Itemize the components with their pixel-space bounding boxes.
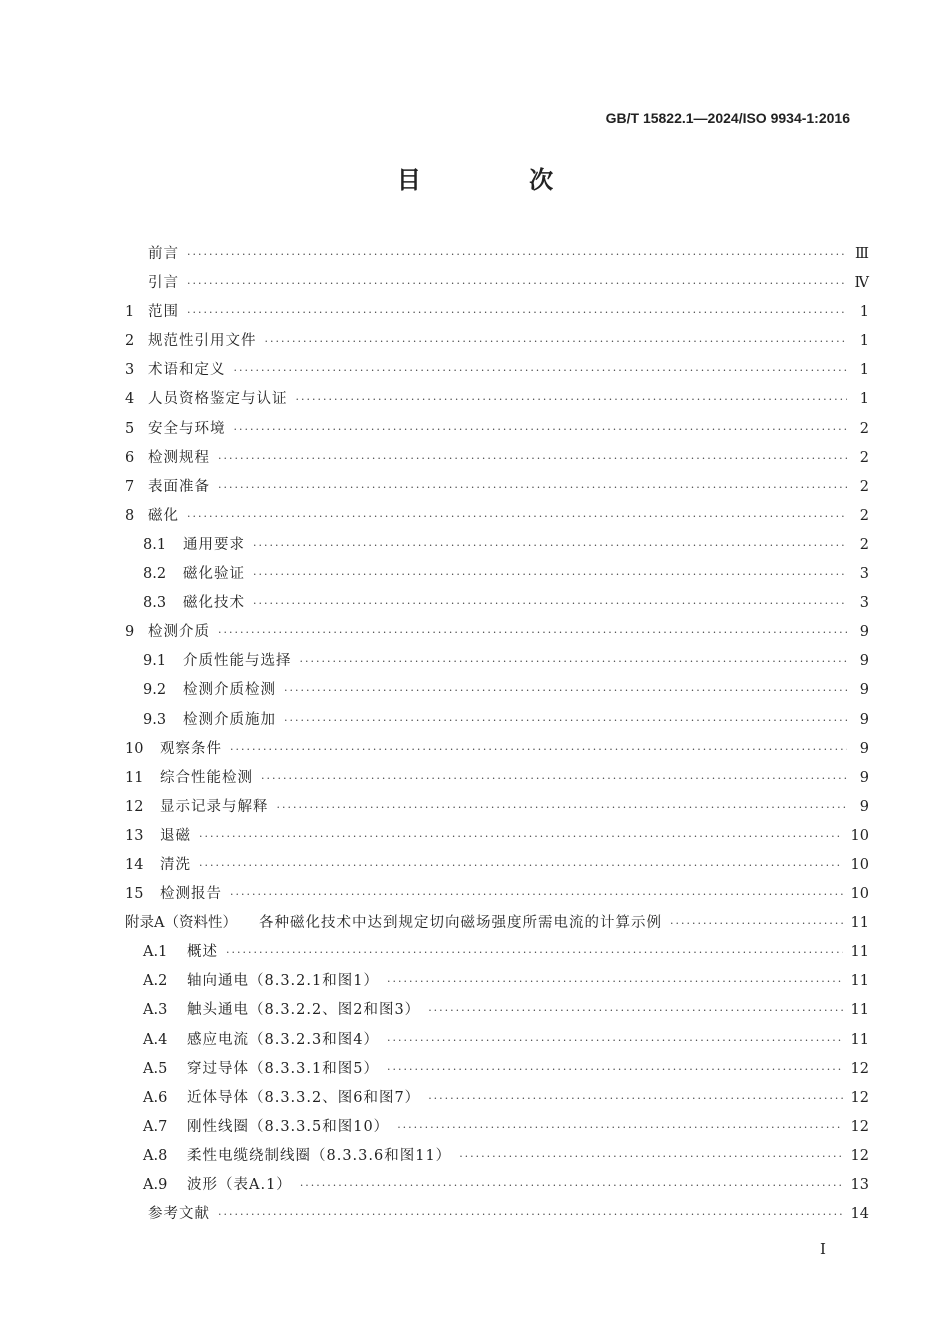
toc-entry-label: 范围 (148, 304, 179, 321)
toc-entry[interactable] (125, 822, 869, 851)
toc-entry-page: 11 (850, 915, 869, 932)
toc-entry-label: 前言 (148, 246, 179, 262)
toc-entry-label: 规范性引用文件 (148, 333, 257, 350)
toc-entry-page: 2 (859, 536, 869, 553)
document-id: GB/T 15822.1—2024/ISO 9934-1:2016 (605, 110, 850, 126)
toc-entry-label: 各种磁化技术中达到规定切向磁场强度所需电流的计算示例 (258, 915, 662, 932)
toc-entry[interactable] (125, 298, 869, 327)
toc-entry-label: 术语和定义 (148, 362, 226, 379)
toc-entry-label: 穿过导体（8.3.3.1和图5） (187, 1060, 379, 1077)
toc-entry-page: 2 (859, 507, 869, 524)
toc-entry-number: 11 (125, 769, 144, 786)
toc-entry[interactable] (125, 385, 869, 414)
toc-entry-label: 检测报告 (160, 886, 222, 903)
toc-entry[interactable] (125, 560, 869, 589)
page-number: I (820, 1240, 826, 1258)
toc-entry[interactable] (125, 996, 869, 1025)
toc-entry-label: 检测介质施加 (183, 711, 276, 728)
dot-leader (218, 444, 847, 473)
toc-entry-label: 轴向通电（8.3.2.1和图1） (187, 973, 379, 990)
toc-entry-label: 触头通电（8.3.2.2、图2和图3） (187, 1002, 421, 1019)
dot-leader (277, 793, 848, 822)
dot-leader (226, 938, 843, 967)
toc-entry-number: 14 (125, 856, 144, 873)
toc-entry[interactable] (125, 938, 869, 967)
toc-entry-number: 9.3 (143, 711, 167, 728)
toc-entry-page: 9 (859, 653, 869, 670)
toc-entry-number: 5 (125, 420, 135, 437)
dot-leader (253, 531, 847, 560)
toc-entry-number: 9.2 (143, 682, 167, 699)
dot-leader (187, 240, 847, 269)
toc-entry[interactable] (125, 618, 869, 647)
toc-entry-label: 清洗 (160, 856, 191, 873)
dot-leader (187, 502, 847, 531)
toc-entry-page: 1 (859, 362, 869, 379)
dot-leader (300, 647, 848, 676)
toc-entry-number: 12 (125, 798, 144, 815)
toc-entry-number: 6 (125, 449, 135, 466)
toc-entry[interactable] (125, 589, 869, 618)
toc-entry-page: 11 (850, 1002, 869, 1019)
dot-leader (387, 1026, 843, 1055)
toc-entry-number: 8 (125, 507, 135, 524)
toc-entry-page: 11 (850, 973, 869, 990)
dot-leader (428, 1084, 842, 1113)
dot-leader (300, 1171, 843, 1200)
toc-entry[interactable] (125, 909, 869, 938)
dot-leader (199, 822, 843, 851)
toc-entry[interactable] (125, 967, 869, 996)
toc-entry-label: 磁化验证 (183, 566, 245, 583)
toc-entry-number: 7 (125, 478, 135, 495)
toc-entry[interactable] (125, 793, 869, 822)
dot-leader (199, 851, 843, 880)
toc-entry-number: A.3 (143, 1002, 168, 1019)
toc-entry[interactable] (125, 415, 869, 444)
toc-entry-number: 15 (125, 886, 144, 903)
dot-leader (261, 764, 847, 793)
dot-leader (265, 327, 848, 356)
dot-leader (218, 1200, 843, 1229)
toc-entry-page: 10 (850, 856, 869, 873)
dot-leader (296, 385, 848, 414)
toc-entry-label: 柔性电缆绕制线圈（8.3.3.6和图11） (187, 1147, 452, 1164)
toc-entry-page: 12 (850, 1118, 869, 1135)
toc-entry-label: 表面准备 (148, 478, 210, 495)
toc-entry-page: 2 (859, 449, 869, 466)
toc-entry-label: 引言 (148, 275, 179, 292)
toc-entry-number: A.9 (143, 1177, 168, 1193)
toc-entry-number: 9.1 (143, 653, 167, 670)
toc-entry[interactable] (125, 1142, 869, 1171)
toc-entry-number: 8.2 (143, 566, 167, 583)
dot-leader (234, 356, 848, 385)
dot-leader (387, 967, 843, 996)
toc-entry[interactable] (125, 1026, 869, 1055)
toc-entry[interactable] (125, 1055, 869, 1084)
toc-entry[interactable] (125, 764, 869, 793)
toc-entry-page: 9 (859, 711, 869, 728)
dot-leader (253, 589, 847, 618)
dot-leader (234, 415, 848, 444)
dot-leader (284, 706, 847, 735)
dot-leader (397, 1113, 842, 1142)
toc-entry-page: 11 (850, 944, 869, 961)
toc-entry-number: A.5 (143, 1060, 168, 1077)
toc-entry-page: 3 (859, 595, 869, 612)
toc-entry-number: 4 (125, 391, 135, 408)
dot-leader (187, 269, 847, 298)
toc-entry[interactable] (125, 444, 869, 473)
toc-entry-label: 安全与环境 (148, 420, 226, 437)
toc-entry-page: 1 (859, 304, 869, 321)
toc-entry-label: 综合性能检测 (160, 769, 253, 786)
toc-entry-number: A.7 (143, 1118, 168, 1135)
toc-entry[interactable] (125, 1113, 869, 1142)
toc-entry[interactable] (125, 1200, 869, 1229)
toc-entry-page: 2 (859, 478, 869, 495)
toc-entry[interactable] (125, 240, 869, 269)
toc-entry-page: 3 (859, 566, 869, 583)
toc-entry-page: 13 (850, 1177, 869, 1193)
toc-entry-page: 9 (859, 624, 869, 641)
toc-entry-label: 观察条件 (160, 740, 222, 757)
toc-entry[interactable] (125, 1084, 869, 1113)
toc-entry-number: 1 (125, 304, 135, 321)
toc-entry-page: 1 (859, 333, 869, 350)
dot-leader (218, 618, 847, 647)
toc-entry-label: 介质性能与选择 (183, 653, 292, 670)
toc-entry-number: 2 (125, 333, 135, 350)
toc-entry-page: 2 (859, 420, 869, 437)
dot-leader (670, 909, 843, 938)
toc-entry[interactable] (125, 735, 869, 764)
toc-entry-label: 人员资格鉴定与认证 (148, 391, 288, 408)
toc-entry-number: A.1 (143, 944, 168, 961)
toc-entry[interactable] (125, 269, 869, 298)
dot-leader (187, 298, 847, 327)
toc-entry-page: 12 (850, 1089, 869, 1106)
dot-leader (284, 676, 847, 705)
toc-entry-page: 9 (859, 769, 869, 786)
toc-entry[interactable] (125, 851, 869, 880)
toc-entry-number: 8.1 (143, 536, 167, 553)
toc-entry-label: 概述 (187, 944, 218, 961)
toc-entry-page: 9 (859, 740, 869, 757)
toc-entry-number: 10 (125, 740, 144, 757)
toc-entry-page: 11 (850, 1031, 869, 1048)
dot-leader (230, 735, 847, 764)
toc-entry-label: 检测规程 (148, 449, 210, 466)
toc-entry-page: 10 (850, 827, 869, 844)
toc-entry-number: 8.3 (143, 595, 167, 612)
toc-entry[interactable] (125, 676, 869, 705)
toc-entry-label: 刚性线圈（8.3.3.5和图10） (187, 1118, 390, 1135)
dot-leader (428, 996, 842, 1025)
toc-entry-label: 通用要求 (183, 536, 245, 553)
toc-entry-page: 9 (859, 798, 869, 815)
dot-leader (218, 473, 847, 502)
toc-entry-number: A.4 (143, 1031, 168, 1048)
toc-entry-page: Ⅲ (855, 246, 869, 262)
toc-entry-page: 1 (859, 391, 869, 408)
dot-leader (387, 1055, 843, 1084)
toc-entry[interactable] (125, 531, 869, 560)
toc-entry[interactable] (125, 473, 869, 502)
toc-entry-page: Ⅳ (854, 275, 869, 292)
toc-entry-page: 12 (850, 1060, 869, 1077)
dot-leader (253, 560, 847, 589)
toc-entry[interactable] (125, 1171, 869, 1200)
toc-entry[interactable] (125, 706, 869, 735)
toc-entry-page: 12 (850, 1147, 869, 1164)
toc-entry-label: 检测介质 (148, 624, 210, 641)
toc-entry-number: A.8 (143, 1147, 168, 1164)
dot-leader (459, 1142, 842, 1171)
toc-entry-label: 显示记录与解释 (160, 798, 269, 815)
toc-entry-page: 14 (850, 1206, 869, 1223)
toc-entry-label: 磁化 (148, 507, 179, 524)
toc-entry-number: 3 (125, 362, 135, 379)
toc-entry[interactable] (125, 327, 869, 356)
toc-entry-number: 9 (125, 624, 135, 641)
toc-entry[interactable] (125, 880, 869, 909)
table-of-contents (125, 240, 869, 1229)
toc-entry[interactable] (125, 647, 869, 676)
toc-entry-number: 13 (125, 827, 144, 844)
toc-entry-label: 参考文献 (148, 1206, 210, 1223)
toc-entry-label: 近体导体（8.3.3.2、图6和图7） (187, 1089, 421, 1106)
toc-entry-label: 检测介质检测 (183, 682, 276, 699)
toc-entry-page: 9 (859, 682, 869, 699)
toc-entry-number: 附录A（资料性） (125, 915, 237, 932)
page-title: 目 次 (396, 165, 604, 194)
toc-entry-label: 退磁 (160, 827, 191, 844)
toc-entry-number: A.6 (143, 1089, 168, 1106)
toc-entry-label: 波形（表A.1） (187, 1177, 292, 1193)
toc-entry[interactable] (125, 502, 869, 531)
toc-entry-page: 10 (850, 886, 869, 903)
toc-entry-label: 感应电流（8.3.2.3和图4） (187, 1031, 379, 1048)
dot-leader (230, 880, 843, 909)
toc-entry-number: A.2 (143, 973, 168, 990)
toc-entry-label: 磁化技术 (183, 595, 245, 612)
toc-entry[interactable] (125, 356, 869, 385)
